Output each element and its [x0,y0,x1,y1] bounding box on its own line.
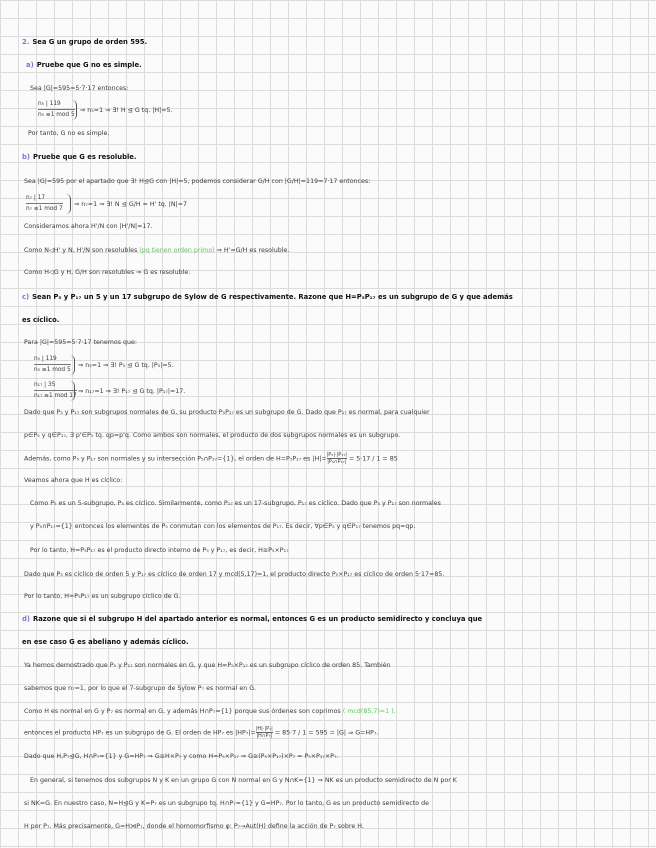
fraction: $\frac{\text{|H|·|P₇|}}{\text{|H∩P₇|}}$ [255,726,273,739]
text-line: p∈P₅ y q∈P₁₇, ∃ p'∈P₅ tq. qp=p'q. Como ambos son normales, el producto de dos subgrupos normales es un subgrupo. [24,432,401,439]
text-line: Por lo tanto, H=P₅P₁₇ es un subgrupo cíclico de G. [24,593,181,600]
text-line: En general, si tenemos dos subgrupos N y K en un grupo G con N normal en G y N∩K={1} ⇒ NK es un producto semidirecto de N por K [30,777,457,784]
text-line: Como H◁G y H, G/H son resolubles ⇒ G es resoluble. [24,269,191,276]
text-line: Por tanto, G no es simple. [28,130,110,137]
text-line: Dado que P₅ es cíclico de orden 5 y P₁₇ es cíclico de orden 17 y mcd(5,17)=1, el producto directo P₅×P₁₇ es cíclico de orden 5·17=85. [24,571,445,578]
text-line: Sea |G|=595 por el apartado que ∃! H⊴G con |H|=5, podemos considerar G/H con |G/H|=119=7·17 entonces: [24,178,371,185]
text-line: Como P₅ es un 5-subgrupo, P₅ es cíclico. Similarmente, como P₁₇ es un 17-subgrupo, P₁₇ es cíclico. Dado que P₅ y P₁₇ son normales [30,500,441,507]
text-line: Como N◁H' y N, H'/N son resolubles (pq tienen orden primo) ⇒ H'=G/H es resoluble. [24,247,290,254]
text-line: si NK=G. En nuestro caso, N=H⊴G y K=P₇ es un subgrupo tq. H∩P₇={1} y G=HP₇. Por lo tanto, G es un producto semidirecto de [24,800,430,807]
text-line: Sea |G|=595=5·7·17 entonces: [30,85,129,92]
sylow-conditions-p17: n₁₇ | 35 n₁₇ ≡1 mod 17 [34,382,77,399]
text-line: entonces el producto HP₇ es un subgrupo de G. El orden de HP₇ es |HP₇|= $\frac{\text{|H|·|P₇|}}{\text{|H∩P₇|}}$ = 85·7 / 1 = 595 = |G| ⇒ G=HP₇. [24,726,379,739]
sylow-conditions-7: n₇ | 17 n₇ ≡1 mod 7 [26,195,63,212]
text-line: Veamos ahora que H es cíclico: [24,477,123,484]
brace [66,194,71,214]
text-line: ⇒ n₅=1 ⇒ ∃! P₅ ⊴ G tq. |P₅|=5. [78,362,174,369]
brace [72,100,77,120]
exercise-title: 2. Sea G un grupo de orden 595. [22,38,148,46]
text-line: Para |G|=595=5·7·17 tenemos que: [24,339,138,346]
sylow-conditions-5: n₅ | 119 n₅ ≡1 mod 5 [38,101,75,118]
part-a-heading: a) Pruebe que G no es simple. [26,61,142,69]
brace [70,355,75,375]
text-line: y P₅∩P₁₇={1} entonces los elementos de P₅ conmutan con los elementos de P₁₇. Es decir, ∀p∈P₅ y q∈P₁₇ tenemos pq=qp. [30,523,416,530]
text-line: ⇒ n₅=1 ⇒ ∃! H ⊴ G tq. |H|=5. [80,107,173,114]
text-line: sabemos que n₇=1, por lo que el 7-subgrupo de Sylow P₇ es normal en G. [24,685,257,692]
text-line: ⇒ n₁₇=1 ⇒ ∃! P₁₇ ⊴ G tq. |P₁₇|=17. [78,388,186,395]
text-line: Consideramos ahora H'/N con |H'/N|=17. [24,223,153,230]
text-line: Como H es normal en G y P₇ es normal en G, y además H∩P₇={1} porque sus órdenes son coprimos ( mcd(85,7)=1 ), [24,708,396,715]
text-line: Dado que H,P₇⊴G, H∩P₇={1} y G=HP₇ ⇒ G≅H×P₇ y como H=P₅×P₁₇ ⇒ G≅(P₅×P₁₇)×P₇ = P₅×P₁₇×P₇. [24,753,339,760]
part-c-heading: c) Sean P₅ y P₁₇ un 5 y un 17 subgrupo de Sylow de G respectivamente. Razone que H=P₅P₁₇ es un subgrupo de G y que además [22,293,513,301]
text-line: Ya hemos demostrado que P₅ y P₁₇ son normales en G, y que H=P₅×P₁₇ es un subgrupo cíclico de orden 85. También [24,662,391,669]
text-line: Por lo tanto, H=P₅P₁₇ es el producto directo interno de P₅ y P₁₇, es decir, H≅P₅×P₁₇ [30,547,289,554]
part-d-heading-cont: en ese caso G es abeliano y además cíclico. [22,638,189,646]
part-b-heading: b) Pruebe que G es resoluble. [22,153,137,161]
fraction: $\frac{\text{|P₅|·|P₁₇|}}{\text{|P₅∩P₁₇|}}$ [326,452,347,465]
part-c-heading-cont: es cíclico. [22,316,60,324]
text-line: Dado que P₅ y P₁₇ son subgrupos normales de G, su producto P₅P₁₇ es un subgrupo de G. Dado que P₁₇ es normal, para cualquier [24,409,430,416]
text-line: H por P₇. Más precisamente, G=H⋊P₇, donde el homomorfismo φ: P₇→Aut(H) define la acción de P₇ sobre H. [24,823,364,830]
sylow-conditions-p5: n₅ | 119 n₅ ≡1 mod 5 [34,356,71,373]
text-line: Además, como P₅ y P₁₇ son normales y su intersección P₅∩P₁₇={1}, el orden de H=P₅P₁₇ es |H|= $\frac{\text{|P₅|·|P₁₇|}}{\text{|P₅∩P₁₇|}}$ = 5·17 / 1 = 85 [24,452,398,465]
brace [70,381,75,401]
part-d-heading: d) Razone que si el subgrupo H del apartado anterior es normal, entonces G es un producto semidirecto y concluya que [22,615,483,623]
text-line: ⇒ n₇=1 ⇒ ∃! N ⊴ G/H = H' tq. |N|=7 [74,201,188,208]
